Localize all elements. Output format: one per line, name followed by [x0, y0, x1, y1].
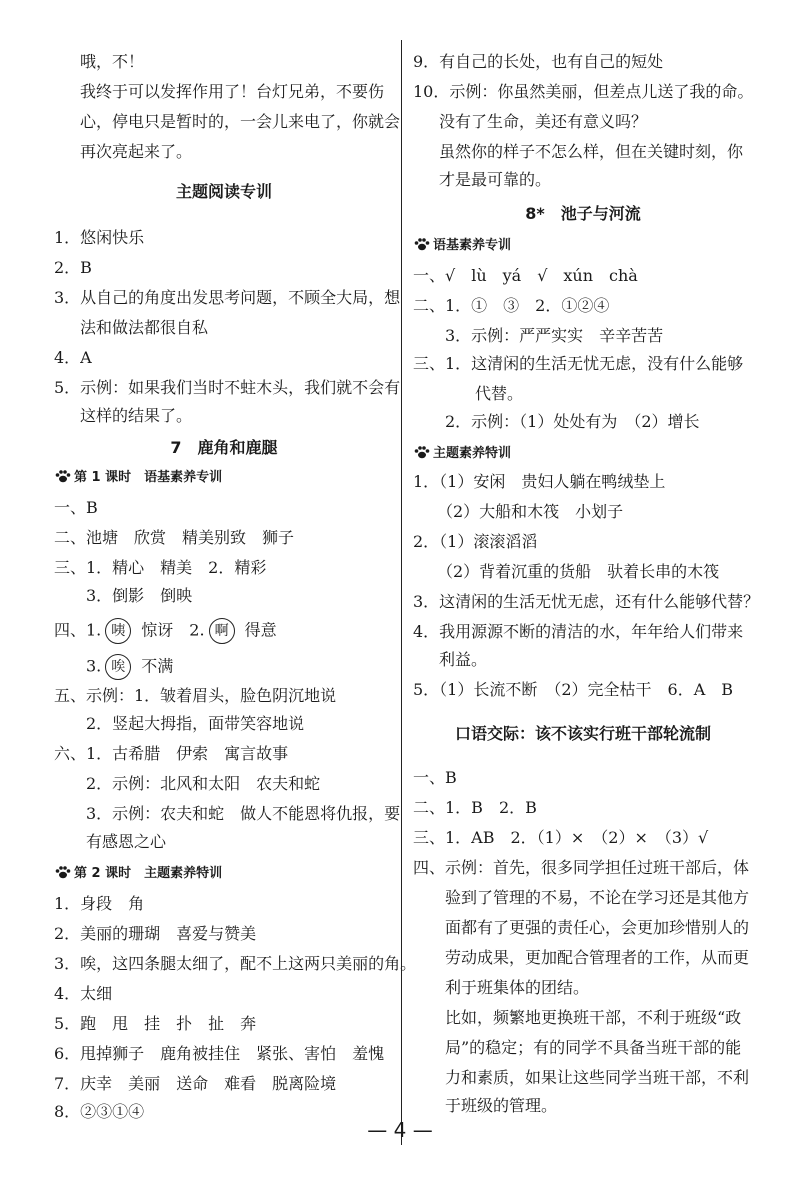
answer-line: 2．美丽的珊瑚 喜爱与赞美 — [54, 924, 257, 943]
subsection-label: 第 1 课时 语基素养专训 — [74, 470, 223, 485]
item-number: 3. — [86, 656, 102, 676]
answer-line: 五、示例：1．皱着眉头，脸色阴沉地说 — [54, 686, 337, 705]
answer-line: 3．这清闲的生活无忧无虑，还有什么能够代替？ — [413, 592, 760, 611]
paw-print-icon — [54, 469, 72, 483]
answer-line: 代替。 — [475, 384, 524, 403]
circled-char: 唉 — [105, 654, 131, 680]
section-heading: 主题阅读专训 — [175, 182, 272, 201]
answer-line: 利益。 — [439, 650, 488, 669]
answer-line: 3．倒影 倒映 — [86, 586, 193, 605]
answer-line: 四、示例：首先，很多同学担任过班干部后，体 — [413, 858, 750, 877]
answer-line: 2．（1）滚滚滔滔 — [413, 532, 538, 551]
page-number: — 4 — — [367, 1118, 433, 1142]
item-number: 四、1. — [54, 620, 102, 640]
answer-line: 这样的结果了。 — [80, 406, 193, 425]
answer-line: 1．悠闲快乐 — [54, 228, 145, 247]
answer-line: 力和素质，如果让这些同学当班干部，不利 — [445, 1068, 750, 1087]
paw-print-icon — [54, 865, 72, 879]
answer-line: 利于班集体的团结。 — [445, 978, 590, 997]
subsection-heading — [54, 864, 222, 884]
item-text: 惊讶 2. — [141, 620, 205, 640]
answer-line: 六、1．古希腊 伊索 寓言故事 — [54, 744, 289, 763]
answer-line: 2．竖起大拇指，面带笑容地说 — [86, 714, 305, 733]
answer-line: 9．有自己的长处，也有自己的短处 — [413, 52, 664, 71]
answer-line: 虽然你的样子不怎么样，但在关键时刻，你 — [439, 142, 744, 161]
subsection-heading — [54, 468, 222, 488]
circled-char: 咦 — [105, 618, 131, 644]
answer-line: 3．示例：农夫和蛇 做人不能恩将仇报，要 — [86, 804, 401, 823]
answer-line: 比如，频繁地更换班干部，不利于班级“政 — [445, 1008, 742, 1027]
answer-line: （2）背着沉重的货船 驮着长串的木筏 — [437, 562, 720, 581]
answer-line: 10．示例：你虽然美丽，但差点儿送了我的命。 — [413, 82, 754, 101]
paw-print-icon — [413, 445, 431, 459]
answer-line: 一、B — [54, 498, 98, 517]
item-text: 得意 — [244, 620, 277, 640]
answer-line: 才是最可靠的。 — [439, 170, 552, 189]
answer-line: 没有了生命，美还有意义吗？ — [439, 112, 648, 131]
answer-line: 三、1．精心 精美 2．精彩 — [54, 558, 267, 577]
answer-line: （2）大船和木筏 小划子 — [437, 502, 624, 521]
answer-line: 2．示例：北风和太阳 农夫和蛇 — [86, 774, 321, 793]
answer-line: 5．（1）长流不断 （2）完全枯干 6．A B — [413, 680, 734, 699]
answer-line: 3．唉，这四条腿太细了，配不上这两只美丽的角。 — [54, 954, 417, 973]
answer-line: 2．示例：（1）处处有为 （2）增长 — [445, 412, 700, 431]
answer-line: 我终于可以发挥作用了！台灯兄弟，不要伤 — [80, 82, 385, 101]
answer-line: 6．甩掉狮子 鹿角被挂住 紧张、害怕 羞愧 — [54, 1044, 385, 1063]
answer-line: 5．跑 甩 挂 扑 扯 奔 — [54, 1014, 257, 1033]
answer-line: 8．②③①④ — [54, 1102, 145, 1121]
answer-line: 4．A — [54, 348, 92, 367]
answer-line — [54, 618, 277, 644]
lesson-title: 7 鹿角和鹿腿 — [170, 438, 278, 457]
answer-line: 有感恩之心 — [86, 832, 167, 851]
answer-line: 劳动成果，更加配合管理者的工作，从而更 — [445, 948, 750, 967]
answer-line: 1．（1）安闲 贵妇人躺在鸭绒垫上 — [413, 472, 666, 491]
answer-line: 二、1．B 2．B — [413, 798, 537, 817]
subsection-label: 主题素养特训 — [433, 446, 512, 461]
answer-line: 再次亮起来了。 — [80, 142, 193, 161]
circled-char: 啊 — [209, 618, 235, 644]
answer-line: 7．庆幸 美丽 送命 难看 脱离险境 — [54, 1074, 337, 1093]
subsection-heading — [413, 444, 511, 464]
answer-line: 于班级的管理。 — [445, 1096, 558, 1115]
answer-line: 三、1．这清闲的生活无忧无虑，没有什么能够 — [413, 354, 744, 373]
answer-line: 3．从自己的角度出发思考问题，不顾全大局，想 — [54, 288, 401, 307]
column-divider — [401, 40, 402, 1145]
answer-line: 5．示例：如果我们当时不蛀木头，我们就不会有 — [54, 378, 401, 397]
answer-line: 心，停电只是暂时的，一会儿来电了，你就会 — [80, 112, 401, 131]
item-text: 不满 — [141, 656, 174, 676]
answer-line: 4．太细 — [54, 984, 113, 1003]
answer-line: 一、B — [413, 768, 457, 787]
answer-line: 二、池塘 欣赏 精美别致 狮子 — [54, 528, 295, 547]
section-heading: 口语交际：该不该实行班干部轮流制 — [454, 724, 711, 743]
answer-line — [86, 654, 173, 680]
answer-line: 1．身段 角 — [54, 894, 145, 913]
lesson-title: 8* 池子与河流 — [525, 204, 641, 223]
subsection-label: 第 2 课时 主题素养特训 — [74, 866, 223, 881]
answer-line: 三、1．AB 2．（1）× （2）× （3）√ — [413, 828, 709, 847]
answer-line: 2．B — [54, 258, 92, 277]
answer-line: 法和做法都很自私 — [80, 318, 209, 337]
answer-line: 二、1．① ③ 2．①②④ — [413, 296, 610, 315]
answer-line: 局”的稳定；有的同学不具备当班干部的能 — [445, 1038, 742, 1057]
answer-line: 4．我用源源不断的清洁的水，年年给人们带来 — [413, 622, 744, 641]
answer-line: 一、√ lù yá √ xún chà — [413, 266, 638, 285]
paw-print-icon — [413, 237, 431, 251]
subsection-label: 语基素养专训 — [433, 238, 512, 253]
answer-line: 哦，不！ — [80, 52, 145, 71]
answer-line: 验到了管理的不易，不论在学习还是其他方 — [445, 888, 750, 907]
answer-line: 面都有了更强的责任心，会更加珍惜别人的 — [445, 918, 750, 937]
subsection-heading — [413, 236, 511, 256]
answer-line: 3．示例：严严实实 辛辛苦苦 — [445, 326, 664, 345]
